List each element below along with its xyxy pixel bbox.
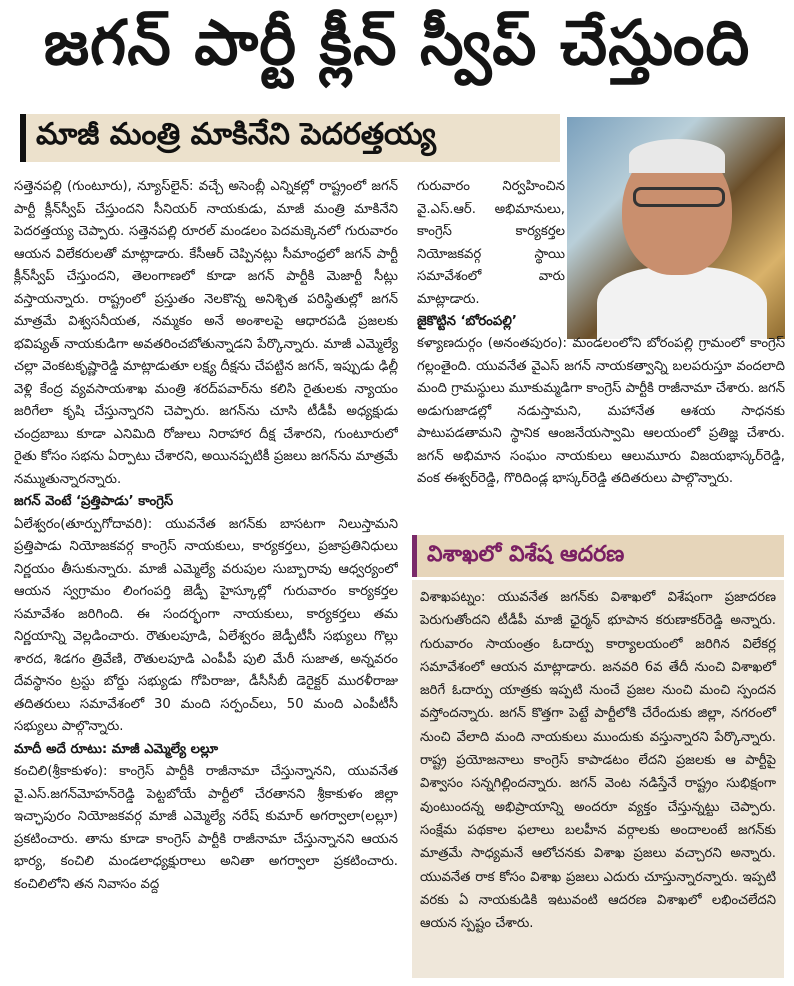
headline: జగన్ పార్టీ క్లీన్ స్వీప్ చేస్తుంది: [43, 6, 751, 79]
article-paragraph: కళ్యాణదుర్గం (అనంతపురం): మండలంలోని బోరంపల్లి గ్రామంలో కాంగ్రెస్ గల్లంతైంది. యువనేత వైఎస్ జగన్ నాయకత్వాన్ని బలపరుస్తూ వందలాది మంది గ్రామస్థులు మూకుమ్మడిగా కాంగ్రెస్ పార్టీకి రాజీనామా చేశారు. జగన్ అడుగుజాడల్లో నడుస్తామని, మహానేత ఆశయ సాధనకు పాటుపడతామని స్థానిక ఆంజనేయస్వామి ఆలయంలో ప్రతిజ్ఞ చేశారు. జగన్ అభిమాన సంఘం నాయకులు ఆలుమూరు విజయభాస్కర్‌రెడ్డి, వంక ఈశ్వర్‌రెడ్డి, గొరిదిండ్ల భాస్కర్‌రెడ్డి తదితరులు పాల్గొన్నారు.: [417, 336, 785, 486]
article-left-column: [14, 176, 398, 978]
box-title: విశాఖలో విశేష ఆదరణ: [412, 535, 784, 577]
box-paragraph: విశాఖపట్నం: యువనేత జగన్‌కు విశాఖలో విశేషంగా ప్రజాదరణ పెరుగుతోందని టీడీపీ మాజీ ఛైర్మన్ భూపాన కరుణాకర్‌రెడ్డి అన్నారు. గురువారం సాయంత్రం ఓదార్పు కార్యాలయంలో జరిగిన విలేకర్ల సమావేశంలో ఆయన మాట్లాడారు. జనవరి 6వ తేదీ నుంచి విశాఖలో జరిగే ఓదార్పు యాత్రకు ఇప్పటి నుంచే ప్రజల నుంచి మంచి స్పందన వస్తోందన్నారు. జగన్ కొత్తగా పెట్టే పార్టీలోకి చేరేందుకు జిల్లా, నగరంలో నుంచి వేలాది మంది నాయకులు ముందుకు వస్తున్నారని పేర్కొన్నారు. రాష్ట్ర ప్రయోజనాలు కాంగ్రెస్ కాపాడటం లేదని ప్రజలకు ఆ పార్టీపై విశ్వాసం సన్నగిల్లిందన్నారు. జగన్ వెంట నడిస్తేనే రాష్ట్రం సుభిక్షంగా వుంటుందన్న అభిప్రాయాన్ని అందరూ వ్యక్తం చేస్తున్నట్టు చెప్పారు. సంక్షేమ పథకాల ఫలాలు బలహీన వర్గాలకు అందాలంటే జగన్‌కు మాత్రమే సాధ్యమనే ఆలోచనకు విశాఖ ప్రజలు వచ్చారని అన్నారు. యువనేత రాక కోసం విశాఖ ప్రజలు ఎదురు చూస్తున్నారన్నారు. ఇప్పటి వరకు ఏ నాయకుడికి ఇటువంటి ఆదరణ విశాఖలో లభించలేదని ఆయన స్పష్టం చేశారు.: [420, 590, 776, 932]
article-paragraph: కంచిలి(శ్రీకాకుళం): కాంగ్రెస్ పార్టీకి రాజీనామా చేస్తున్నానని, యువనేత వై.ఎస్.జగన్‌మోహన్‌రెడ్డి పెట్టబోయే పార్టీలో చేరతానని శ్రీకాకుళం జిల్లా ఇచ్ఛాపురం నియోజకవర్గ మాజీ ఎమ్మెల్యే నరేష్ కుమార్ అగర్వాలా(లల్లూ) ప్రకటించారు. తాను కూడా కాంగ్రెస్ పార్టీకి రాజీనామా చేస్తున్నానని ఆయన భార్య, కంచిలి మండలాధ్యక్షురాలు అనితా అగర్వాలా ప్రకటించారు. కంచిలిలోని తన నివాసం వద్ద: [14, 764, 398, 892]
highlight-box: [412, 580, 784, 978]
portrait-photo: [567, 117, 785, 339]
article-mid-column: [417, 176, 565, 334]
section-subhead: మాదీ అదే రూటు: మాజీ ఎమ్మెల్యే లల్లూ: [14, 741, 219, 757]
article-paragraph: గురువారం నిర్వహించిన వై.ఎస్.ఆర్. అభిమానులు, కాంగ్రెస్ కార్యకర్తల నియోజకవర్గ స్థాయి సమావేశంలో వారు మాట్లాడారు.: [417, 179, 565, 307]
section-subhead: జగన్ వెంటే ‘ప్రత్తిపాడు’ కాంగ్రెస్: [14, 494, 174, 509]
article-paragraph: సత్తెనపల్లి (గుంటూరు), న్యూస్‌లైన్: వచ్చే అసెంబ్లీ ఎన్నికల్లో రాష్ట్రంలో జగన్ పార్టీ క్లీన్‌స్వీప్ చేస్తుందని సీనియర్ నాయకుడు, మాజీ మంత్రి మాకినేని పెదరత్తయ్య చెప్పారు. సత్తెనపల్లి రూరల్ మండలం పెదమక్కెనలో గురువారం ఆయన విలేకరులతో మాట్లాడారు. కేసీఆర్ చెప్పినట్లు సీమాంధ్రలో జగన్ పార్టీ క్లీన్‌స్వీప్ చేస్తుందని, తెలంగాణలో కూడా జగన్ పార్టీకి మెజార్టీ సీట్లు వస్తాయన్నారు. రాష్ట్రంలో ప్రస్తుతం నెలకొన్న అనిశ్చిత పరిస్థితుల్లో జగన్ మాత్రమే విశ్వసనీయత, నమ్మకం అనే అంశాలపై ఆధారపడి ప్రజలకు భవిష్యత్ నాయకుడిగా అవతరించబోతున్నాడని పేర్కొన్నారు. మాజీ ఎమ్మెల్యే చల్లా వెంకటకృష్ణారెడ్డి మాట్లాడుతూ లక్ష్య దీక్షను చేపట్టిన జగన్, ఇప్పుడు ఢిల్లీ వెళ్లి కేంద్ర వ్యవసాయశాఖ మంత్రి శరద్‌పవార్‌ను కలిసి రైతులకు న్యాయం జరిగేలా కృషి చేస్తున్నారని చెప్పారు. జగన్‌ను చూసి టీడీపీ అధ్యక్షుడు చంద్రబాబు కూడా ఎనిమిది రోజులు నిరాహార దీక్ష చేశారని, గుంటూరులో రైతు కోసం సభను ఏర్పాటు చేశారని, అయినప్పటికీ ప్రజలు జగన్‌ను మాత్రమే నమ్ముతున్నారన్నారు.: [14, 179, 398, 487]
article-paragraph: ఏలేశ్వరం(తూర్పుగోదావరి): యువనేత జగన్‌కు బాసటగా నిలుస్తామని ప్రత్తిపాడు నియోజకవర్గ కాంగ్రెస్ నాయకులు, కార్యకర్తలు, ప్రజాప్రతినిధులు నిర్ణయం తీసుకున్నారు. మాజీ ఎమ్మెల్యే వరుపుల సుబ్బారావు ఆధ్వర్యంలో ఆయన స్వగ్రామం లింగంపర్తి జెడ్పీ హైస్కూల్లో గురువారం కార్యకర్తల సమావేశం జరిగింది. ఈ సందర్భంగా నాయకులు, కార్యకర్తలు తమ నిర్ణయాన్ని వెల్లడించారు. రౌతులపూడి, ఏలేశ్వరం జెడ్పీటీసీ సభ్యులు గొల్లు శారద, శిడగం త్రివేణి, రౌతులపూడి ఎంపీపీ పులి మేరీ సుజాత, అన్నవరం దేవస్థానం ట్రస్టు బోర్డు సభ్యుడు గోపిరాజు, డీసీసీబీ డెరైక్టర్ మురళీరాజు తదితరులు సమావేశంలో 30 మంది సర్పంచ్‌లు, 50 మంది ఎంపీటీసీ సభ్యులు పాల్గొన్నారు.: [14, 516, 398, 734]
section-subhead: జైకొట్టిన ‘బోరంపల్లి’: [417, 314, 517, 329]
subheadline: మాజీ మంత్రి మాకినేని పెదరత్తయ్య: [20, 114, 560, 162]
article-right-column: [417, 333, 785, 491]
